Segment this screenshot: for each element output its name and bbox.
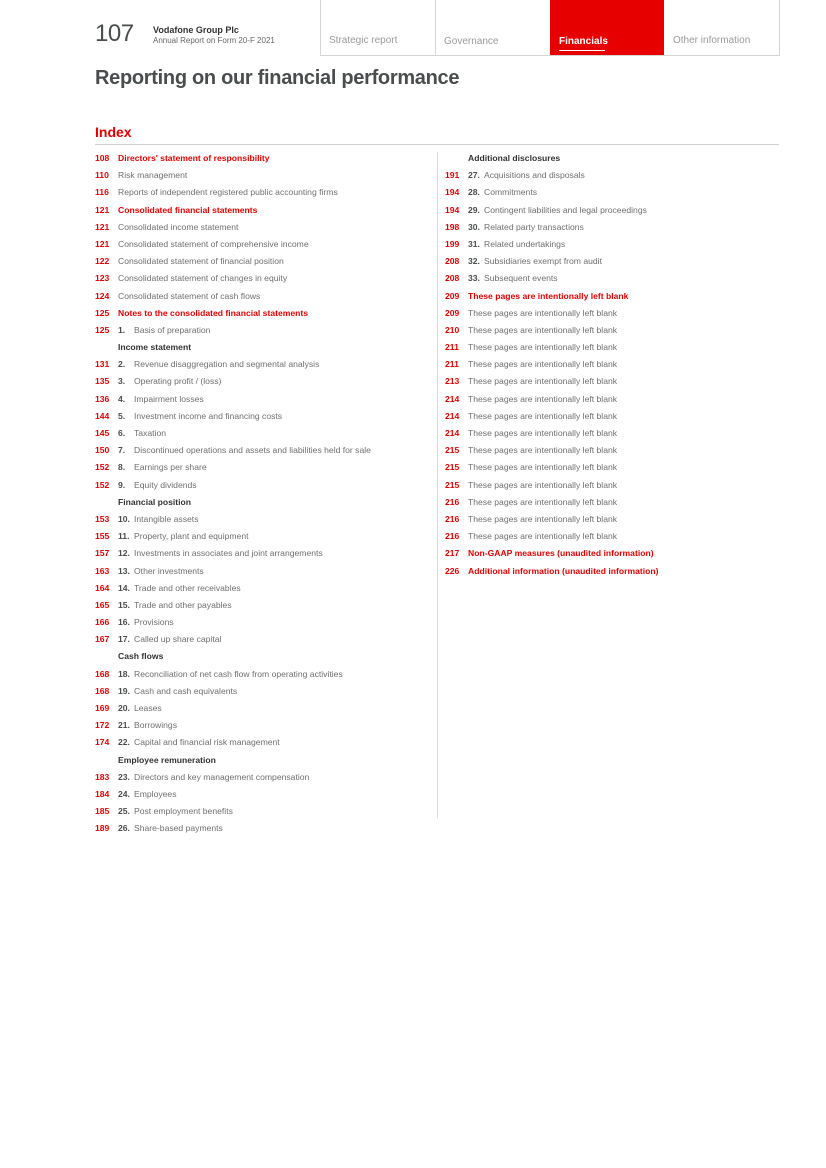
index-entry[interactable] <box>445 305 785 322</box>
index-entry <box>95 752 435 769</box>
index-page-number[interactable]: 198 <box>445 221 460 232</box>
index-entry[interactable] <box>445 270 785 287</box>
index-page-number[interactable]: 152 <box>95 462 110 473</box>
index-page-number[interactable]: 169 <box>95 703 110 713</box>
note-number: 14. <box>118 582 130 593</box>
index-page-number[interactable]: 122 <box>95 256 110 267</box>
index-entry[interactable] <box>95 442 435 459</box>
index-entry-label[interactable]: Investments in associates and joint arrangements <box>134 548 323 559</box>
index-entry-label[interactable]: Notes to the consolidated financial statements <box>118 307 309 318</box>
note-number: 25. <box>118 806 130 817</box>
index-entry-label[interactable]: Commitments <box>484 187 538 198</box>
index-right-column <box>445 150 785 580</box>
index-entry[interactable] <box>95 167 435 184</box>
index-page-number[interactable]: 172 <box>95 720 110 731</box>
index-entry-label[interactable]: Other investments <box>134 565 204 576</box>
index-page-number[interactable]: 226 <box>445 565 460 576</box>
index-entry[interactable] <box>95 717 435 734</box>
index-entry[interactable] <box>95 820 435 837</box>
index-entry-label[interactable]: These pages are intentionally left blank <box>468 462 618 473</box>
page-title: Reporting on our financial performance <box>95 67 460 89</box>
index-entry[interactable] <box>95 202 435 219</box>
index-entry[interactable] <box>95 150 435 167</box>
index-entry-label[interactable]: Discontinued operations and assets and liabilities held for sale <box>134 445 371 456</box>
index-entry-label[interactable]: Called up share capital <box>134 634 222 645</box>
index-page-number[interactable]: 108 <box>95 153 110 163</box>
note-number: 32. <box>468 256 480 267</box>
index-entry[interactable] <box>95 631 435 648</box>
index-page-number[interactable]: 209 <box>445 290 460 301</box>
index-entry-label[interactable]: Operating profit / (loss) <box>134 376 222 387</box>
index-entry <box>95 339 435 356</box>
index-page-number[interactable]: 136 <box>95 393 110 404</box>
active-tab-background <box>550 0 664 56</box>
index-entry-label[interactable]: Taxation <box>134 428 167 438</box>
index-entry[interactable] <box>445 408 785 425</box>
index-entry-label[interactable]: Directors' statement of responsibility <box>118 153 270 163</box>
index-entry[interactable] <box>95 270 435 287</box>
index-entry-label[interactable]: Equity dividends <box>134 479 197 490</box>
index-entry[interactable] <box>445 442 785 459</box>
note-number: 24. <box>118 788 130 799</box>
index-page-number[interactable]: 191 <box>445 170 460 181</box>
index-entry[interactable] <box>95 666 435 683</box>
index-entry-label[interactable]: These pages are intentionally left blank <box>468 290 629 301</box>
index-page-number[interactable]: 121 <box>95 204 110 215</box>
index-page-number[interactable]: 167 <box>95 634 110 645</box>
index-entry-label[interactable]: Additional information (unaudited information) <box>468 565 659 576</box>
index-page-number[interactable]: 145 <box>95 428 110 438</box>
index-entry <box>445 150 785 167</box>
index-entry-label[interactable]: Provisions <box>134 617 174 628</box>
index-entry <box>95 494 435 511</box>
index-page-number[interactable]: 153 <box>95 513 110 524</box>
index-page-number[interactable]: 194 <box>445 204 460 215</box>
index-entry-label[interactable]: Revenue disaggregation and segmental analysis <box>134 359 320 370</box>
index-entry[interactable] <box>445 322 785 339</box>
index-entry-label[interactable]: Directors and key management compensation <box>134 771 310 782</box>
index-entry-label[interactable]: Intangible assets <box>134 513 199 524</box>
index-entry-label[interactable]: Consolidated income statement <box>118 221 239 232</box>
index-entry[interactable] <box>445 425 785 442</box>
index-entry[interactable] <box>95 322 435 339</box>
index-page-number[interactable]: 110 <box>95 170 109 181</box>
note-number: 4. <box>118 393 126 404</box>
index-page-number[interactable]: 214 <box>445 428 460 438</box>
index-entry[interactable] <box>95 614 435 631</box>
note-number: 5. <box>118 410 126 421</box>
index-entry[interactable] <box>95 477 435 494</box>
index-entry[interactable] <box>95 597 435 614</box>
index-entry-label[interactable]: Consolidated financial statements <box>118 204 258 215</box>
index-entry[interactable] <box>445 288 785 305</box>
page-number: 107 <box>95 20 134 47</box>
index-entry-label[interactable]: These pages are intentionally left blank <box>468 307 618 318</box>
note-number: 26. <box>118 823 130 834</box>
index-left-column <box>95 150 435 838</box>
index-entry-label[interactable]: Earnings per share <box>134 462 207 473</box>
index-subheading: Cash flows <box>118 651 164 662</box>
index-entry-label[interactable]: Capital and financial risk management <box>134 737 280 748</box>
index-page-number[interactable]: 152 <box>95 479 110 490</box>
index-page-number[interactable]: 217 <box>445 548 460 559</box>
index-page-number[interactable]: 215 <box>445 462 460 473</box>
index-page-number[interactable]: 163 <box>95 565 110 576</box>
index-rule <box>95 144 779 145</box>
index-entry-label[interactable]: Investment income and financing costs <box>134 410 283 421</box>
index-entry-label[interactable]: Reports of independent registered public accounting firms <box>118 187 338 198</box>
report-name: Annual Report on Form 20-F 2021 <box>153 36 275 45</box>
index-entry-label[interactable]: Leases <box>134 703 162 713</box>
note-number: 11. <box>118 531 130 542</box>
index-entry-label[interactable]: These pages are intentionally left blank <box>468 324 618 335</box>
index-page-number[interactable]: 214 <box>445 393 460 404</box>
index-subheading: Financial position <box>118 496 192 507</box>
index-subheading: Income statement <box>118 342 192 353</box>
index-page-number[interactable]: 124 <box>95 290 110 301</box>
index-entry[interactable] <box>445 202 785 219</box>
index-entry[interactable] <box>95 373 435 390</box>
index-page-number[interactable]: 123 <box>95 273 110 284</box>
index-page-number[interactable]: 121 <box>95 238 110 249</box>
index-entry <box>95 648 435 665</box>
index-entry-label[interactable]: Subsequent events <box>484 273 558 284</box>
index-page-number[interactable]: 208 <box>445 256 460 267</box>
note-number: 17. <box>118 634 130 645</box>
note-number: 18. <box>118 668 130 679</box>
index-entry[interactable] <box>445 236 785 253</box>
index-page-number[interactable]: 213 <box>445 376 460 387</box>
index-page-number[interactable]: 189 <box>95 823 110 834</box>
note-number: 1. <box>118 324 126 335</box>
index-entry[interactable] <box>445 494 785 511</box>
index-entry-label[interactable]: Trade and other receivables <box>134 582 241 593</box>
index-page-number[interactable]: 199 <box>445 238 460 249</box>
index-entry[interactable] <box>95 253 435 270</box>
note-number: 9. <box>118 479 126 490</box>
index-entry-label[interactable]: Basis of preparation <box>134 324 211 335</box>
index-entry-label[interactable]: These pages are intentionally left blank <box>468 376 618 387</box>
index-page-number[interactable]: 211 <box>445 359 459 370</box>
index-entry[interactable] <box>95 563 435 580</box>
index-page-number[interactable]: 165 <box>95 599 110 610</box>
index-entry-label[interactable]: Consolidated statement of changes in equity <box>118 273 288 284</box>
index-entry[interactable] <box>445 253 785 270</box>
index-page-number[interactable]: 214 <box>445 410 460 421</box>
index-page-number[interactable]: 216 <box>445 513 460 524</box>
index-subheading: Additional disclosures <box>468 153 561 163</box>
note-number: 21. <box>118 720 130 731</box>
tab-financials[interactable]: Financials <box>559 36 608 47</box>
index-page-number[interactable]: 166 <box>95 617 110 628</box>
tab-other-information[interactable]: Other information <box>673 35 751 46</box>
header-divider <box>320 0 321 56</box>
index-entry[interactable] <box>445 563 785 580</box>
index-entry-label[interactable]: Borrowings <box>134 720 177 731</box>
index-entry[interactable] <box>95 459 435 476</box>
index-entry[interactable] <box>95 683 435 700</box>
index-entry-label[interactable]: These pages are intentionally left blank <box>468 359 618 370</box>
index-entry[interactable] <box>445 459 785 476</box>
index-entry[interactable] <box>445 545 785 562</box>
index-page-number[interactable]: 121 <box>95 221 110 232</box>
index-entry-label[interactable]: These pages are intentionally left blank <box>468 479 618 490</box>
index-page-number[interactable]: 135 <box>95 376 110 387</box>
index-entry[interactable] <box>95 734 435 751</box>
note-number: 20. <box>118 703 130 713</box>
index-entry[interactable] <box>95 425 435 442</box>
index-entry-label[interactable]: Contingent liabilities and legal proceedings <box>484 204 647 215</box>
note-number: 27. <box>468 170 480 181</box>
note-number: 19. <box>118 685 130 696</box>
index-entry-label[interactable]: These pages are intentionally left blank <box>468 513 618 524</box>
index-entry[interactable] <box>445 477 785 494</box>
index-page-number[interactable]: 155 <box>95 531 110 542</box>
index-entry-label[interactable]: These pages are intentionally left blank <box>468 531 618 542</box>
note-number: 12. <box>118 548 130 559</box>
index-entry-label[interactable]: These pages are intentionally left blank <box>468 410 618 421</box>
index-entry-label[interactable]: Employees <box>134 788 177 799</box>
index-entry[interactable] <box>95 545 435 562</box>
active-tab-underline <box>559 50 605 51</box>
index-page-number[interactable]: 116 <box>95 187 109 198</box>
index-entry-label[interactable]: Post employment benefits <box>134 806 233 817</box>
index-page-number[interactable]: 215 <box>445 445 460 456</box>
index-entry[interactable] <box>445 391 785 408</box>
index-entry-label[interactable]: Non-GAAP measures (unaudited information) <box>468 548 654 559</box>
column-divider <box>437 152 438 818</box>
index-entry[interactable] <box>95 305 435 322</box>
header-divider <box>435 0 436 56</box>
index-entry[interactable] <box>95 786 435 803</box>
index-page-number[interactable]: 183 <box>95 771 110 782</box>
index-page-number[interactable]: 185 <box>95 806 110 817</box>
index-page-number[interactable]: 125 <box>95 307 110 318</box>
header-divider <box>779 0 780 56</box>
index-entry[interactable] <box>95 356 435 373</box>
index-page-number[interactable]: 210 <box>445 324 460 335</box>
index-page-number[interactable]: 168 <box>95 685 110 696</box>
note-number: 22. <box>118 737 130 748</box>
index-page-number[interactable]: 157 <box>95 548 110 559</box>
index-page-number[interactable]: 208 <box>445 273 460 284</box>
index-entry-label[interactable]: Property, plant and equipment <box>134 531 249 542</box>
index-entry[interactable] <box>445 373 785 390</box>
index-page-number[interactable]: 215 <box>445 479 460 490</box>
index-entry-label[interactable]: Impairment losses <box>134 393 204 404</box>
note-number: 8. <box>118 462 126 473</box>
note-number: 29. <box>468 204 480 215</box>
index-entry-label[interactable]: Consolidated statement of financial position <box>118 256 284 267</box>
index-page-number[interactable]: 174 <box>95 737 110 748</box>
index-page-number[interactable]: 164 <box>95 582 110 593</box>
index-entry[interactable] <box>95 219 435 236</box>
index-page-number[interactable]: 150 <box>95 445 110 456</box>
index-entry-label[interactable]: These pages are intentionally left blank <box>468 342 618 353</box>
index-entry[interactable] <box>95 511 435 528</box>
tab-governance[interactable]: Governance <box>444 36 499 47</box>
index-page-number[interactable]: 216 <box>445 496 460 507</box>
note-number: 23. <box>118 771 130 782</box>
note-number: 2. <box>118 359 126 370</box>
index-subheading: Employee remuneration <box>118 754 216 765</box>
index-entry-label[interactable]: These pages are intentionally left blank <box>468 428 618 438</box>
index-entry-label[interactable]: These pages are intentionally left blank <box>468 393 618 404</box>
index-entry-label[interactable]: Risk management <box>118 170 188 181</box>
note-number: 28. <box>468 187 480 198</box>
index-page-number[interactable]: 125 <box>95 324 110 335</box>
index-entry[interactable] <box>95 803 435 820</box>
index-entry[interactable] <box>445 511 785 528</box>
note-number: 10. <box>118 513 130 524</box>
note-number: 30. <box>468 221 480 232</box>
index-entry[interactable] <box>95 236 435 253</box>
note-number: 16. <box>118 617 130 628</box>
note-number: 33. <box>468 273 480 284</box>
note-number: 3. <box>118 376 126 387</box>
index-page-number[interactable]: 216 <box>445 531 460 542</box>
index-entry-label[interactable]: Share-based payments <box>134 823 223 834</box>
index-entry[interactable] <box>95 408 435 425</box>
tab-strategic-report[interactable]: Strategic report <box>329 35 398 46</box>
index-entry-label[interactable]: Consolidated statement of comprehensive income <box>118 238 309 249</box>
company-name: Vodafone Group Plc <box>153 25 239 35</box>
note-number: 6. <box>118 428 126 438</box>
index-entry[interactable] <box>95 288 435 305</box>
index-entry[interactable] <box>445 339 785 356</box>
index-entry[interactable] <box>445 167 785 184</box>
index-page-number[interactable]: 168 <box>95 668 110 679</box>
index-entry-label[interactable]: Subsidiaries exempt from audit <box>484 256 602 267</box>
note-number: 15. <box>118 599 130 610</box>
index-entry[interactable] <box>95 391 435 408</box>
index-entry-label[interactable]: Acquisitions and disposals <box>484 170 585 181</box>
index-heading: Index <box>95 124 132 140</box>
index-entry[interactable] <box>445 219 785 236</box>
index-page-number[interactable]: 209 <box>445 307 460 318</box>
index-entry-label[interactable]: Reconciliation of net cash flow from operating activities <box>134 668 343 679</box>
index-entry-label[interactable]: These pages are intentionally left blank <box>468 445 618 456</box>
index-page-number[interactable]: 184 <box>95 788 110 799</box>
index-entry-label[interactable]: Consolidated statement of cash flows <box>118 290 261 301</box>
index-page-number[interactable]: 144 <box>95 410 110 421</box>
note-number: 31. <box>468 238 480 249</box>
header-rule <box>320 55 779 56</box>
index-entry[interactable] <box>445 356 785 373</box>
index-page-number[interactable]: 194 <box>445 187 460 198</box>
note-number: 13. <box>118 565 130 576</box>
index-entry[interactable] <box>95 184 435 201</box>
index-entry-label[interactable]: Cash and cash equivalents <box>134 685 238 696</box>
note-number: 7. <box>118 445 126 456</box>
index-entry-label[interactable]: Related undertakings <box>484 238 566 249</box>
index-entry[interactable] <box>95 769 435 786</box>
index-entry[interactable] <box>445 528 785 545</box>
index-page-number[interactable]: 131 <box>95 359 110 370</box>
index-entry-label[interactable]: Trade and other payables <box>134 599 232 610</box>
index-entry-label[interactable]: These pages are intentionally left blank <box>468 496 618 507</box>
page-header <box>0 0 826 56</box>
index-entry-label[interactable]: Related party transactions <box>484 221 584 232</box>
index-entry[interactable] <box>445 184 785 201</box>
index-entry[interactable] <box>95 700 435 717</box>
index-entry[interactable] <box>95 528 435 545</box>
index-entry[interactable] <box>95 580 435 597</box>
index-page-number[interactable]: 211 <box>445 342 459 353</box>
